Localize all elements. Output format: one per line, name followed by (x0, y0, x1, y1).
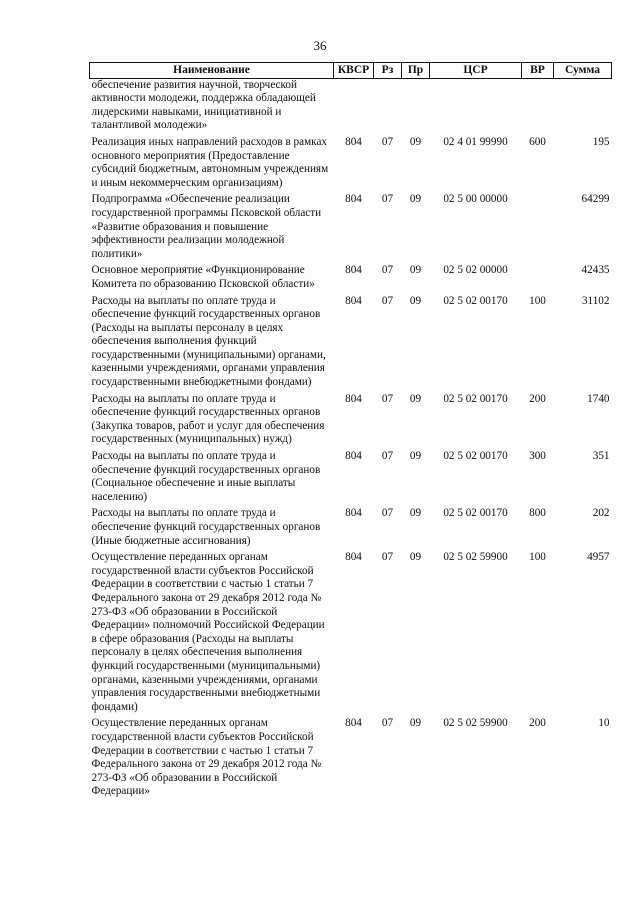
cell-vr (522, 193, 554, 264)
cell-rz: 07 (381, 450, 394, 463)
cell-pr: 09 (409, 135, 422, 148)
cell-name: Реализация иных направлений расходов в рамках основного мероприятия (Предоставление субсидий бюджетным, автономным учреждениям и иным некоммерческим организациям) (91, 135, 329, 189)
table-row (90, 193, 612, 264)
cell-csr (430, 78, 522, 136)
cell-name: Подпрограмма «Обеспечение реализации государственной программы Псковской области «Развитие образования и повышение эффективности реализации молодежной политики» (91, 193, 322, 260)
cell-rz (374, 78, 402, 136)
header-csr: ЦСР (430, 63, 522, 79)
cell-csr: 02 5 02 59900 (443, 717, 508, 730)
header-pr: Пр (402, 63, 430, 79)
cell-kvsr: 804 (345, 450, 362, 463)
cell-pr: 09 (409, 392, 422, 405)
cell-rz: 07 (381, 264, 394, 277)
cell-pr: 09 (409, 264, 422, 277)
table-row (90, 551, 612, 717)
cell-csr: 02 4 01 99990 (443, 135, 508, 148)
cell-pr: 09 (409, 450, 422, 463)
cell-vr: 200 (529, 392, 546, 405)
cell-pr: 09 (409, 193, 422, 206)
header-name: Наименование (90, 63, 334, 79)
cell-kvsr: 804 (345, 193, 362, 206)
cell-rz: 07 (381, 294, 394, 307)
cell-vr: 100 (529, 551, 546, 564)
table-row (90, 507, 612, 551)
cell-sum: 10 (598, 717, 610, 730)
cell-csr: 02 5 02 00170 (443, 392, 508, 405)
header-kvsr: КВСР (334, 63, 374, 79)
cell-csr: 02 5 02 00170 (443, 507, 508, 520)
cell-kvsr (334, 78, 374, 136)
page-number: 36 (313, 38, 327, 53)
cell-vr: 100 (529, 294, 546, 307)
table-row (90, 450, 612, 507)
cell-csr: 02 5 02 00000 (443, 264, 508, 277)
cell-pr (402, 78, 430, 136)
cell-pr: 09 (409, 717, 422, 730)
cell-vr: 300 (529, 450, 546, 463)
cell-vr (522, 264, 554, 294)
cell-rz: 07 (381, 135, 394, 148)
cell-rz: 07 (381, 717, 394, 730)
cell-sum: 31102 (581, 294, 610, 307)
table-row (90, 295, 612, 393)
table-row (90, 264, 612, 294)
cell-kvsr: 804 (345, 551, 362, 564)
cell-sum: 1740 (587, 392, 610, 405)
table-body (90, 78, 612, 802)
cell-name: Расходы на выплаты по оплате труда и обеспечение функций государственных органов (Социальное обеспечение и иные выплаты населению) (91, 450, 321, 503)
cell-rz: 07 (381, 551, 394, 564)
cell-name: Осуществление переданных органам государственной власти субъектов Российской Федерации в соответствии с частью 1 статьи 7 Федерального закона от 29 декабря 2012 года № 273-ФЗ «Об образовании в Российской Федерации» полномочий Российской Федерации в сфере образования (Расходы на выплаты персоналу в целях обеспечения выполнения функций государственными (муниципальными) органами, казенными учреждениями, органами управления государственными внебюджетными фондами) (91, 551, 325, 713)
budget-table (89, 62, 612, 802)
cell-sum: 42435 (581, 264, 610, 277)
cell-pr: 09 (409, 551, 422, 564)
cell-rz: 07 (381, 193, 394, 206)
table-row (90, 136, 612, 193)
cell-name: Расходы на выплаты по оплате труда и обеспечение функций государственных органов (Иные бюджетные ассигнования) (91, 507, 321, 547)
cell-pr: 09 (409, 294, 422, 307)
cell-vr: 800 (529, 507, 546, 520)
cell-sum: 351 (592, 450, 610, 463)
header-vr: ВР (522, 63, 554, 79)
table-row (90, 717, 612, 802)
table-header-row (90, 63, 612, 79)
table-row (90, 393, 612, 450)
cell-kvsr: 804 (345, 264, 362, 277)
cell-csr: 02 5 00 00000 (443, 193, 508, 206)
cell-vr (522, 78, 554, 136)
cell-csr: 02 5 02 59900 (443, 551, 508, 564)
cell-name: Основное мероприятие «Функционирование Комитета по образованию Псковской области» (91, 264, 315, 290)
cell-sum: 202 (592, 507, 610, 520)
cell-kvsr: 804 (345, 135, 362, 148)
cell-kvsr: 804 (345, 717, 362, 730)
table-row (90, 78, 612, 136)
cell-sum: 64299 (581, 193, 610, 206)
cell-csr: 02 5 02 00170 (443, 294, 508, 307)
header-rz: Рз (374, 63, 402, 79)
cell-sum: 195 (592, 135, 610, 148)
cell-name: обеспечение развития научной, творческой активности молодежи, поддержка обладающей лидерскими навыками, инициативной и талантливой молодежи» (91, 78, 316, 132)
cell-sum (554, 78, 612, 136)
cell-kvsr: 804 (345, 507, 362, 520)
cell-name: Расходы на выплаты по оплате труда и обеспечение функций государственных органов (Закупка товаров, работ и услуг для обеспечения государственных (муниципальных) нужд) (91, 392, 325, 446)
cell-name: Расходы на выплаты по оплате труда и обеспечение функций государственных органов (Расходы на выплаты персоналу в целях обеспечения выполнения функций государственными (муниципальными) органами, казенными учреждениями, органами управления государственными внебюджетными фондами) (91, 294, 326, 389)
cell-csr: 02 5 02 00170 (443, 450, 508, 463)
header-sum: Сумма (554, 63, 612, 79)
cell-sum: 4957 (587, 551, 610, 564)
cell-rz: 07 (381, 392, 394, 405)
cell-pr: 09 (409, 507, 422, 520)
cell-name: Осуществление переданных органам государственной власти субъектов Российской Федерации в соответствии с частью 1 статьи 7 Федерального закона от 29 декабря 2012 года № 273-ФЗ «Об образовании в Российской Федерации» (91, 717, 322, 798)
cell-kvsr: 804 (345, 392, 362, 405)
cell-vr: 200 (529, 717, 546, 730)
cell-kvsr: 804 (345, 294, 362, 307)
cell-rz: 07 (381, 507, 394, 520)
cell-vr: 600 (529, 135, 546, 148)
